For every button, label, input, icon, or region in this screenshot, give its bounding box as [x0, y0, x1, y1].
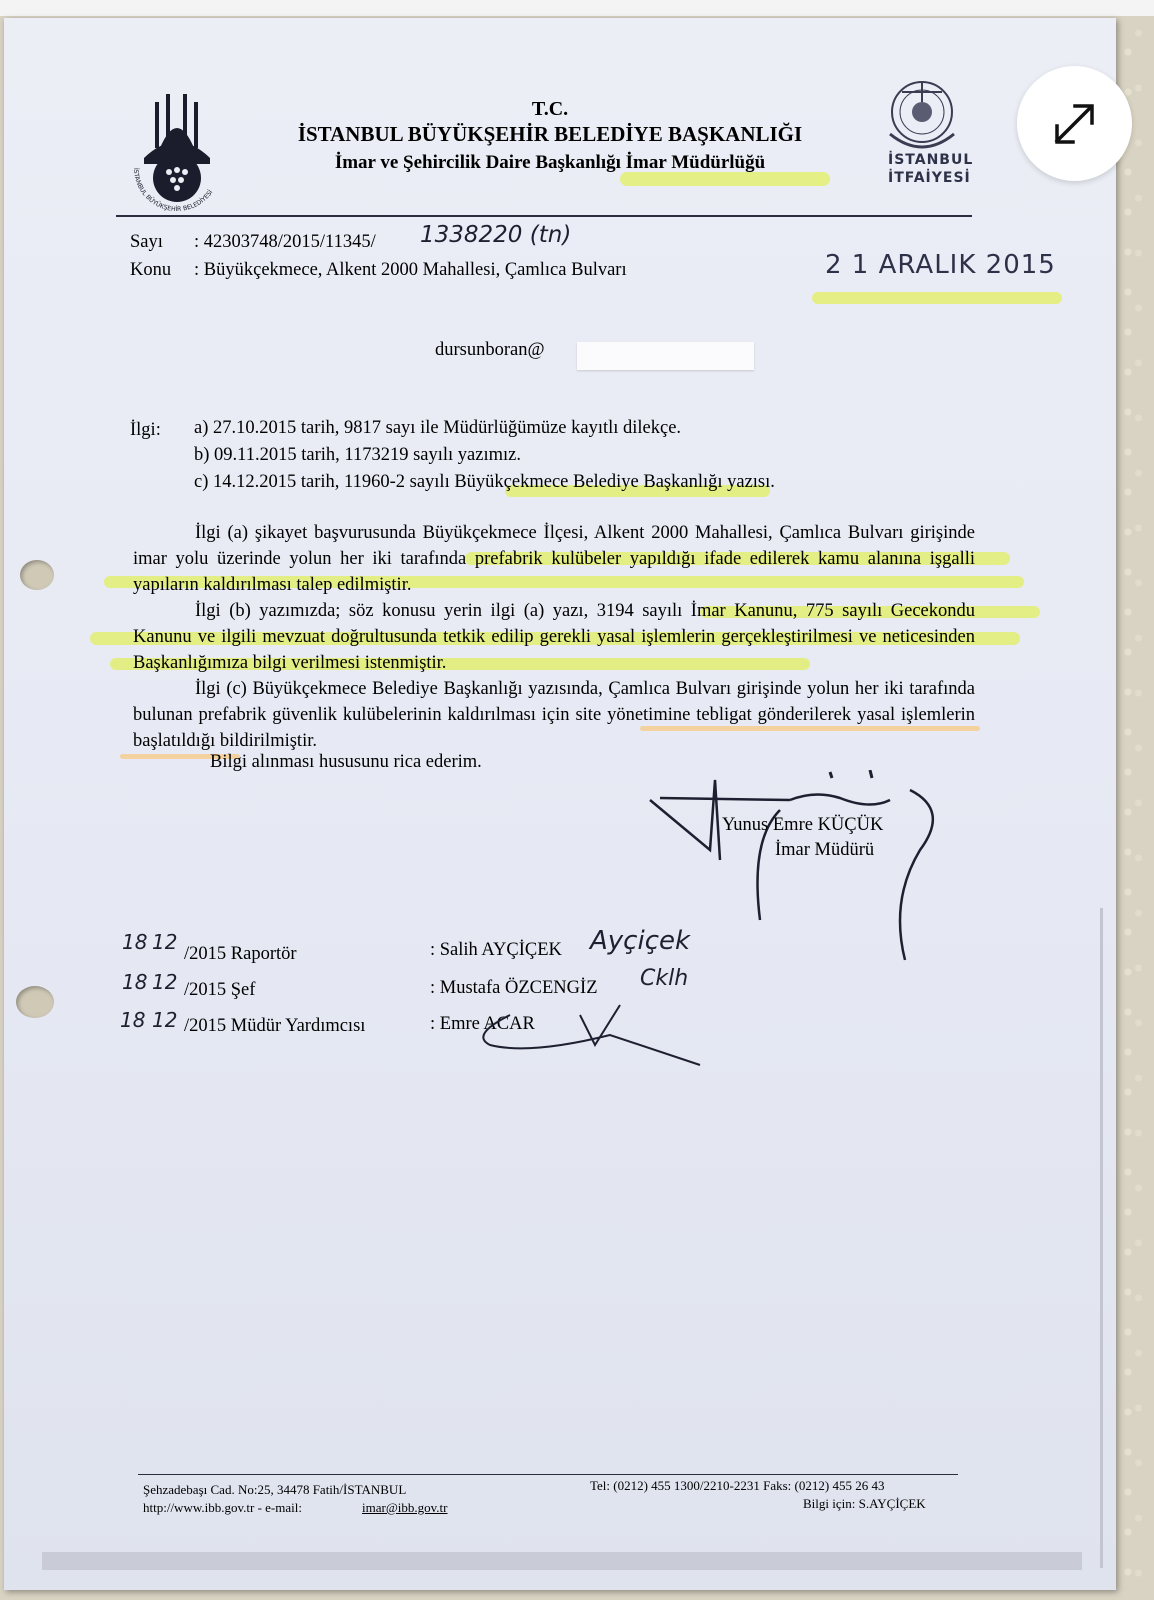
approval-1-date-month: 12: [152, 930, 178, 954]
approval-3-date-day: 18: [120, 1008, 146, 1032]
sayi-label: Sayı: [130, 232, 163, 252]
sayi-value: : 42303748/2015/11345/: [194, 232, 376, 252]
sayi-handwritten: 1338220 (tn): [420, 222, 572, 248]
footer-web: http://www.ibb.gov.tr - e-mail:: [143, 1500, 302, 1515]
footer-email: imar@ibb.gov.tr: [362, 1500, 448, 1515]
footer-info: Bilgi için: S.AYÇİÇEK: [803, 1496, 926, 1511]
ilgi-a: a) 27.10.2015 tarih, 9817 sayı ile Müdürlüğümüze kayıtlı dilekçe.: [194, 418, 682, 438]
punch-hole-bottom: [16, 986, 54, 1018]
approval-2-date-month: 12: [152, 970, 178, 994]
top-bar: [0, 0, 1154, 16]
logo-ring-text: İSTANBUL BÜYÜKŞEHİR BELEDİYESİ: [131, 167, 215, 214]
paper-edge: [1100, 908, 1103, 1568]
body-paragraph-1: İlgi (a) şikayet başvurusunda Büyükçekmece İlçesi, Alkent 2000 Mahallesi, Çamlıca Bulvarı girişinde imar yolu üzerinde yolun her iki tarafında prefabrik kulübeler yapıldığı ifade edilerek kamu alanına işgalli yapıların kaldırılması talep edilmiştir.: [133, 523, 975, 595]
punch-hole-top: [20, 560, 54, 590]
approval-1-date-rest: /2015 Raportör: [184, 944, 297, 964]
closing-line: Bilgi alınması hususunu rica ederim.: [210, 752, 482, 772]
approval-2-date-day: 18: [122, 970, 148, 994]
header-rule: [116, 215, 972, 217]
expand-icon: [1017, 66, 1132, 181]
approval-1-name: : Salih AYÇİÇEK: [430, 940, 562, 960]
approval-3-date-rest: /2015 Müdür Yardımcısı: [184, 1016, 366, 1036]
approval-3-name: : Emre ACAR: [430, 1014, 535, 1034]
konu-label: Konu: [130, 260, 172, 280]
signer-title: İmar Müdürü: [775, 840, 875, 860]
approval-3-date-month: 12: [152, 1008, 178, 1032]
expand-image-button[interactable]: [1017, 66, 1132, 181]
ilgi-b: b) 09.11.2015 tarih, 1173219 sayılı yazımız.: [194, 445, 521, 465]
highlight-date: [812, 292, 1062, 304]
footer-address: Şehzadebaşı Cad. No:25, 34478 Fatih/İSTANBUL: [143, 1482, 407, 1497]
date-stamp: 2 1 ARALIK 2015: [825, 250, 1056, 280]
recipient-email: dursunboran@: [435, 340, 545, 360]
body-paragraph-3: İlgi (c) Büyükçekmece Belediye Başkanlığı yazısında, Çamlıca Bulvarı girişinde yolun her iki tarafında bulunan prefabrik güvenlik kulübelerinin kaldırılması için site yönetimine tebligat gönderilerek yasal işlemlerin başlatıldığı bildirilmiştir.: [133, 679, 975, 751]
approval-1-signature: Ayçiçek: [590, 926, 691, 956]
approval-1-date-day: 18: [122, 930, 148, 954]
konu-value: : Büyükçekmece, Alkent 2000 Mahallesi, Çamlıca Bulvarı: [194, 260, 627, 280]
footer-tel: Tel: (0212) 455 1300/2210-2231 Faks: (0212) 455 26 43: [590, 1478, 885, 1493]
approval-2-name: : Mustafa ÖZCENGİZ: [430, 978, 598, 998]
approval-2-signature: Cklh: [640, 966, 689, 991]
paper-bottom-shadow: [42, 1552, 1082, 1570]
seal-line1: İSTANBUL: [888, 152, 974, 168]
ilgi-label: İlgi:: [130, 420, 161, 440]
redaction-box: [577, 342, 754, 370]
body-paragraph-2: İlgi (b) yazımızda; söz konusu yerin ilgi (a) yazı, 3194 sayılı İmar Kanunu, 775 sayılı Gecekondu Kanunu ve ilgili mevzuat doğrultusunda tetkik edilip gerekli yasal işlemlerin gerçekleştirilmesi ve neticesinden Başkanlığımıza bilgi verilmesi istenmiştir.: [133, 601, 975, 673]
footer-rule: [138, 1474, 958, 1475]
approval-3-signature-icon: [470, 995, 710, 1085]
header-dept: İmar ve Şehircilik Daire Başkanlığı İmar Müdürlüğü: [334, 152, 766, 173]
ilgi-c: c) 14.12.2015 tarih, 11960-2 sayılı Büyükçekmece Belediye Başkanlığı yazısı.: [194, 472, 775, 492]
header-org: İSTANBUL BÜYÜKŞEHİR BELEDİYE BAŞKANLIĞI: [297, 122, 803, 146]
header-tc: T.C.: [531, 98, 569, 120]
approval-2-date-rest: /2015 Şef: [184, 980, 256, 1000]
seal-line2: İTFAİYESİ: [888, 170, 971, 186]
ibb-logo-icon: [122, 88, 232, 218]
highlight-dept: [620, 172, 830, 186]
signature-scribble-icon: [640, 770, 970, 990]
signer-name: Yunus Emre KÜÇÜK: [722, 815, 884, 835]
